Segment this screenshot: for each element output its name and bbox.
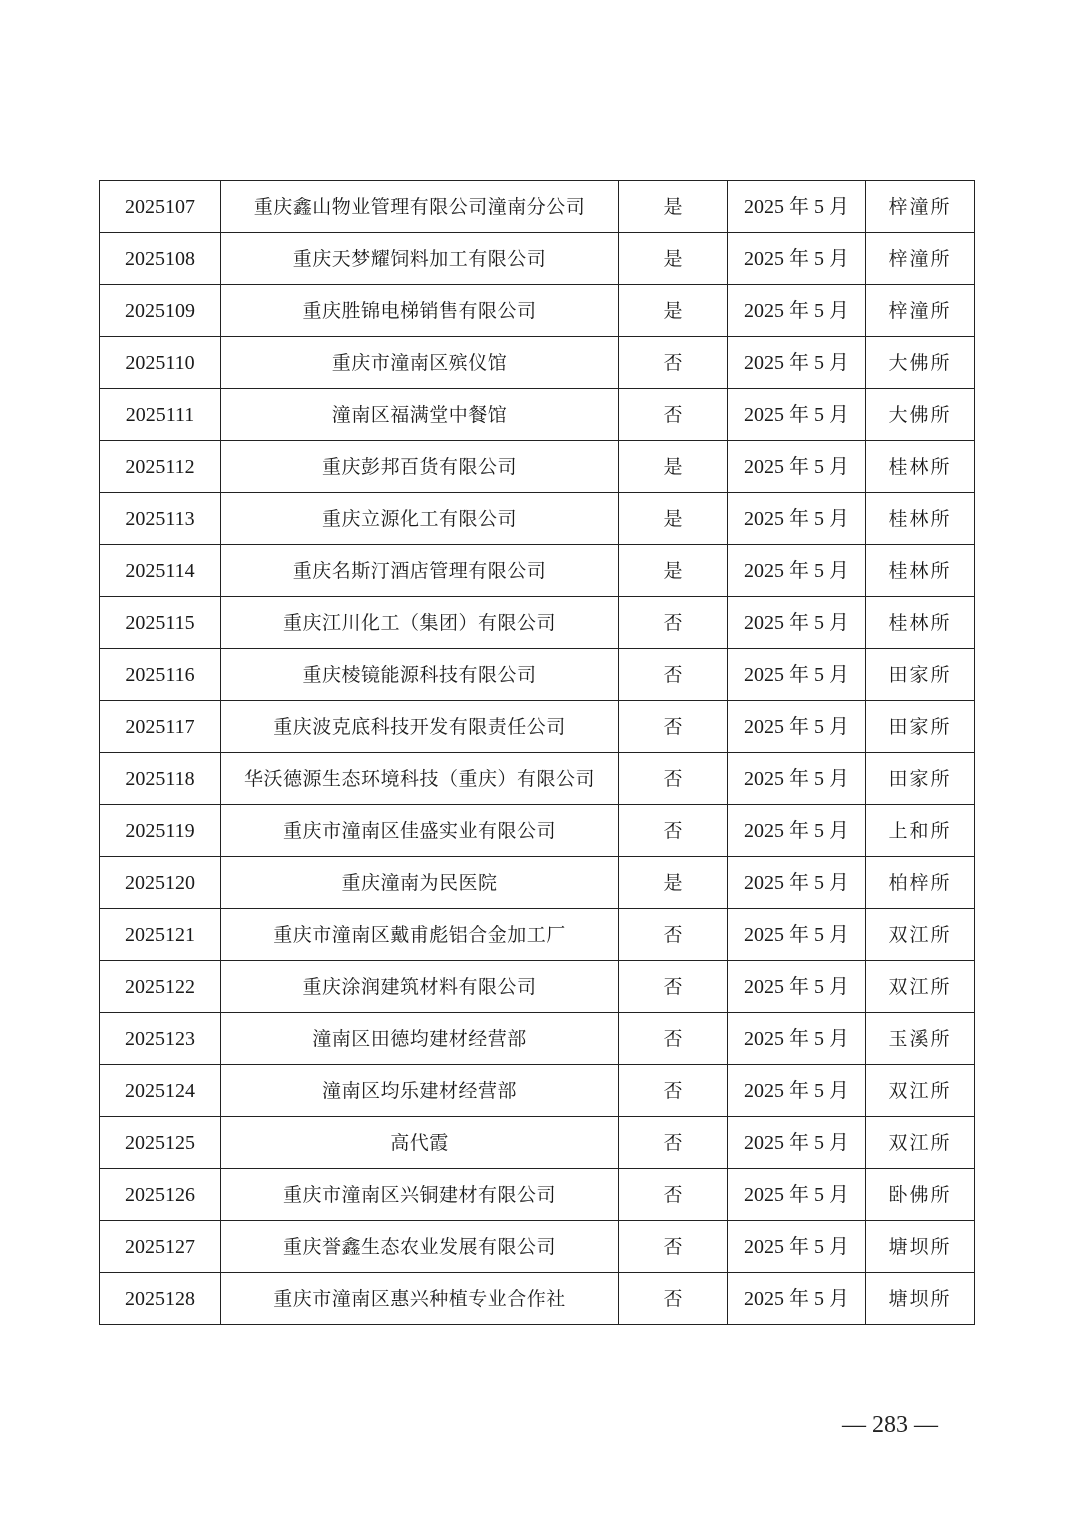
cell-company-name: 重庆天梦耀饲料加工有限公司: [221, 233, 619, 285]
table-row: [100, 753, 975, 805]
cell-id: 2025112: [100, 441, 221, 493]
cell-id: 2025108: [100, 233, 221, 285]
cell-flag: 否: [619, 1169, 728, 1221]
table-row: [100, 389, 975, 441]
cell-id: 2025110: [100, 337, 221, 389]
cell-office: 双江所: [866, 1117, 975, 1169]
cell-company-name: 重庆誉鑫生态农业发展有限公司: [221, 1221, 619, 1273]
cell-date: 2025 年 5 月: [728, 701, 866, 753]
cell-flag: 否: [619, 753, 728, 805]
table-row: [100, 1221, 975, 1273]
cell-flag: 否: [619, 389, 728, 441]
table-row: [100, 441, 975, 493]
cell-id: 2025128: [100, 1273, 221, 1325]
table-row: [100, 1013, 975, 1065]
cell-office: 田家所: [866, 649, 975, 701]
cell-company-name: 华沃德源生态环境科技（重庆）有限公司: [221, 753, 619, 805]
cell-flag: 是: [619, 181, 728, 233]
cell-company-name: 重庆彭邦百货有限公司: [221, 441, 619, 493]
cell-id: 2025126: [100, 1169, 221, 1221]
cell-office: 双江所: [866, 909, 975, 961]
cell-id: 2025120: [100, 857, 221, 909]
table-row: [100, 961, 975, 1013]
cell-company-name: 重庆立源化工有限公司: [221, 493, 619, 545]
table-row: [100, 1117, 975, 1169]
cell-id: 2025127: [100, 1221, 221, 1273]
cell-office: 大佛所: [866, 337, 975, 389]
cell-flag: 否: [619, 1221, 728, 1273]
cell-date: 2025 年 5 月: [728, 1117, 866, 1169]
cell-office: 桂林所: [866, 441, 975, 493]
table-row: [100, 909, 975, 961]
cell-date: 2025 年 5 月: [728, 753, 866, 805]
cell-office: 桂林所: [866, 545, 975, 597]
cell-date: 2025 年 5 月: [728, 961, 866, 1013]
cell-flag: 是: [619, 545, 728, 597]
cell-date: 2025 年 5 月: [728, 1169, 866, 1221]
table-row: [100, 1273, 975, 1325]
table-body: [100, 181, 975, 1325]
cell-date: 2025 年 5 月: [728, 337, 866, 389]
table-row: [100, 701, 975, 753]
cell-office: 梓潼所: [866, 285, 975, 337]
cell-company-name: 重庆涂润建筑材料有限公司: [221, 961, 619, 1013]
cell-id: 2025124: [100, 1065, 221, 1117]
cell-flag: 是: [619, 233, 728, 285]
cell-office: 双江所: [866, 1065, 975, 1117]
cell-date: 2025 年 5 月: [728, 233, 866, 285]
cell-flag: 是: [619, 441, 728, 493]
cell-flag: 否: [619, 597, 728, 649]
cell-company-name: 重庆胜锦电梯销售有限公司: [221, 285, 619, 337]
cell-date: 2025 年 5 月: [728, 1273, 866, 1325]
cell-company-name: 高代霞: [221, 1117, 619, 1169]
cell-office: 田家所: [866, 701, 975, 753]
cell-office: 桂林所: [866, 493, 975, 545]
cell-date: 2025 年 5 月: [728, 805, 866, 857]
cell-company-name: 重庆波克底科技开发有限责任公司: [221, 701, 619, 753]
cell-office: 卧佛所: [866, 1169, 975, 1221]
cell-flag: 否: [619, 1273, 728, 1325]
table-row: [100, 1169, 975, 1221]
registry-table: [99, 180, 975, 1325]
cell-company-name: 重庆市潼南区殡仪馆: [221, 337, 619, 389]
cell-flag: 否: [619, 649, 728, 701]
cell-flag: 否: [619, 1013, 728, 1065]
cell-office: 上和所: [866, 805, 975, 857]
table-row: [100, 493, 975, 545]
cell-date: 2025 年 5 月: [728, 909, 866, 961]
cell-id: 2025122: [100, 961, 221, 1013]
cell-id: 2025118: [100, 753, 221, 805]
cell-date: 2025 年 5 月: [728, 1013, 866, 1065]
table-row: [100, 181, 975, 233]
cell-company-name: 重庆市潼南区佳盛实业有限公司: [221, 805, 619, 857]
cell-id: 2025114: [100, 545, 221, 597]
cell-id: 2025109: [100, 285, 221, 337]
cell-company-name: 潼南区均乐建材经营部: [221, 1065, 619, 1117]
cell-date: 2025 年 5 月: [728, 1221, 866, 1273]
table-row: [100, 285, 975, 337]
cell-flag: 是: [619, 857, 728, 909]
cell-date: 2025 年 5 月: [728, 493, 866, 545]
cell-id: 2025119: [100, 805, 221, 857]
cell-date: 2025 年 5 月: [728, 597, 866, 649]
cell-flag: 否: [619, 701, 728, 753]
cell-company-name: 重庆市潼南区戴甫彪铝合金加工厂: [221, 909, 619, 961]
cell-company-name: 潼南区福满堂中餐馆: [221, 389, 619, 441]
cell-id: 2025111: [100, 389, 221, 441]
cell-date: 2025 年 5 月: [728, 389, 866, 441]
cell-office: 田家所: [866, 753, 975, 805]
cell-company-name: 重庆市潼南区惠兴种植专业合作社: [221, 1273, 619, 1325]
cell-date: 2025 年 5 月: [728, 181, 866, 233]
cell-office: 塘坝所: [866, 1221, 975, 1273]
cell-date: 2025 年 5 月: [728, 441, 866, 493]
cell-company-name: 重庆江川化工（集团）有限公司: [221, 597, 619, 649]
cell-id: 2025125: [100, 1117, 221, 1169]
cell-company-name: 潼南区田德均建材经营部: [221, 1013, 619, 1065]
cell-company-name: 重庆鑫山物业管理有限公司潼南分公司: [221, 181, 619, 233]
cell-id: 2025113: [100, 493, 221, 545]
table-row: [100, 1065, 975, 1117]
cell-date: 2025 年 5 月: [728, 285, 866, 337]
cell-office: 梓潼所: [866, 181, 975, 233]
cell-flag: 是: [619, 285, 728, 337]
page-number: — 283 —: [842, 1412, 938, 1438]
cell-office: 双江所: [866, 961, 975, 1013]
table-row: [100, 597, 975, 649]
cell-id: 2025121: [100, 909, 221, 961]
cell-company-name: 重庆棱镜能源科技有限公司: [221, 649, 619, 701]
table-row: [100, 233, 975, 285]
cell-flag: 否: [619, 1117, 728, 1169]
cell-date: 2025 年 5 月: [728, 649, 866, 701]
cell-company-name: 重庆名斯汀酒店管理有限公司: [221, 545, 619, 597]
cell-id: 2025107: [100, 181, 221, 233]
cell-id: 2025123: [100, 1013, 221, 1065]
table-row: [100, 857, 975, 909]
table-row: [100, 805, 975, 857]
table-row: [100, 337, 975, 389]
cell-flag: 否: [619, 1065, 728, 1117]
table-row: [100, 649, 975, 701]
cell-flag: 否: [619, 909, 728, 961]
cell-id: 2025117: [100, 701, 221, 753]
cell-office: 塘坝所: [866, 1273, 975, 1325]
cell-office: 桂林所: [866, 597, 975, 649]
cell-id: 2025116: [100, 649, 221, 701]
cell-office: 梓潼所: [866, 233, 975, 285]
cell-id: 2025115: [100, 597, 221, 649]
cell-flag: 否: [619, 805, 728, 857]
cell-company-name: 重庆潼南为民医院: [221, 857, 619, 909]
cell-flag: 否: [619, 337, 728, 389]
cell-office: 玉溪所: [866, 1013, 975, 1065]
cell-date: 2025 年 5 月: [728, 1065, 866, 1117]
cell-date: 2025 年 5 月: [728, 545, 866, 597]
table-row: [100, 545, 975, 597]
cell-office: 大佛所: [866, 389, 975, 441]
cell-flag: 是: [619, 493, 728, 545]
cell-flag: 否: [619, 961, 728, 1013]
cell-office: 柏梓所: [866, 857, 975, 909]
cell-date: 2025 年 5 月: [728, 857, 866, 909]
cell-company-name: 重庆市潼南区兴铜建材有限公司: [221, 1169, 619, 1221]
